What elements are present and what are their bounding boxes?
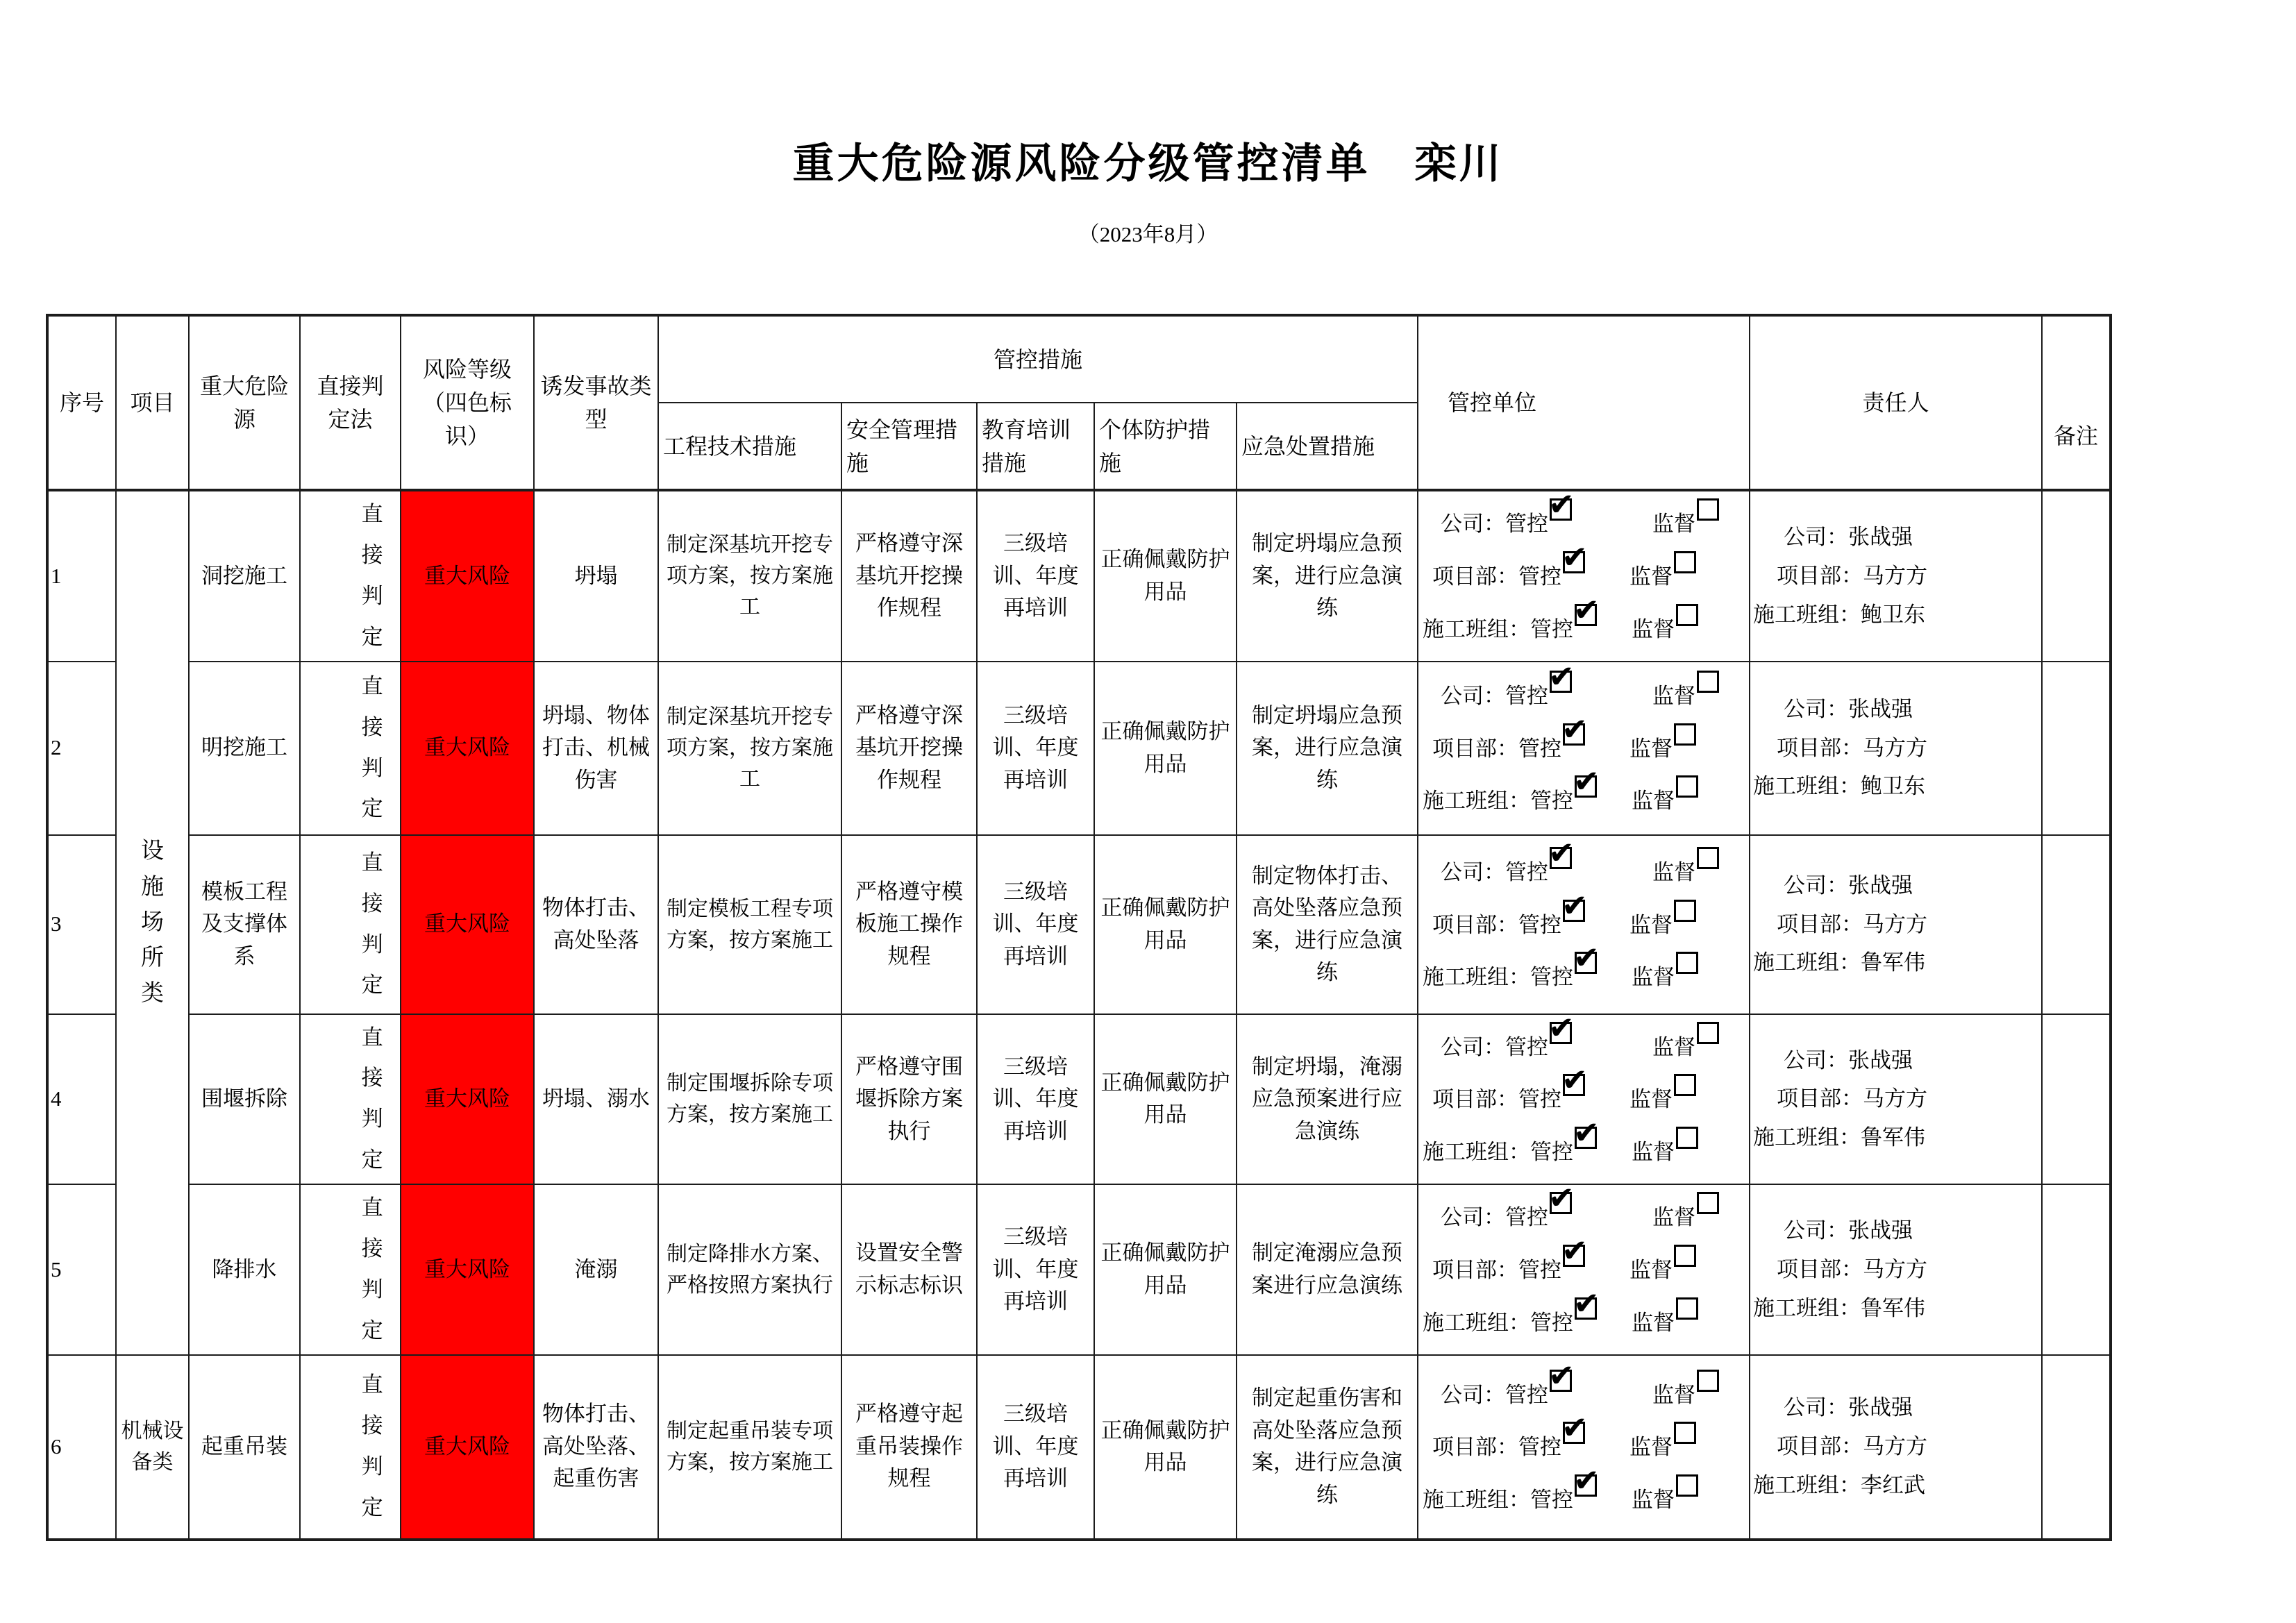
control-checkbox-checked[interactable] (1575, 604, 1597, 626)
unit-line-crew: 施工班组：管控✔ 监督 (1423, 1137, 1748, 1166)
cell-remark (2042, 1184, 2111, 1355)
cell-eng: 制定围堰拆除专项方案，按方案施工 (658, 1014, 841, 1185)
cell-seq: 5 (47, 1184, 116, 1355)
cell-emergency: 制定淹溺应急预案进行应急演练 (1237, 1184, 1418, 1355)
table-row (47, 1014, 2111, 1185)
cell-hazard: 洞挖施工 (189, 490, 300, 662)
unit-line-crew: 施工班组：管控✔ 监督 (1423, 1485, 1748, 1514)
risk-control-table-wrapper (46, 314, 2112, 1541)
unit-line-project-dept: 项目部：管控✔ 监督 (1432, 910, 1748, 939)
cell-ppe: 正确佩戴防护用品 (1094, 1184, 1237, 1355)
cell-control-unit (1418, 490, 1750, 662)
cell-training: 三级培训、年度再培训 (977, 490, 1094, 662)
cell-remark (2042, 1355, 2111, 1540)
cell-remark (2042, 835, 2111, 1014)
supervise-checkbox-unchecked[interactable] (1697, 671, 1719, 693)
unit-line-company: 公司：管控✔ 监督 (1441, 1380, 1748, 1409)
cell-ppe: 正确佩戴防护用品 (1094, 662, 1237, 835)
risk-badge: 重大风险 (401, 662, 534, 835)
col-header-risk: 风险等级（四色标识） (401, 315, 534, 490)
supervise-checkbox-unchecked[interactable] (1676, 952, 1698, 974)
table-row (47, 835, 2111, 1014)
control-checkbox-checked[interactable] (1575, 775, 1597, 798)
cell-hazard: 降排水 (189, 1184, 300, 1355)
cell-safety: 严格遵守深基坑开挖操作规程 (841, 490, 977, 662)
cell-project-group-2: 机械设备类 (116, 1355, 189, 1540)
cell-safety: 严格遵守深基坑开挖操作规程 (841, 662, 977, 835)
supervise-checkbox-unchecked[interactable] (1697, 847, 1719, 869)
cell-control-unit (1418, 1355, 1750, 1540)
col-header-measures-group: 管控措施 (658, 315, 1418, 403)
cell-training: 三级培训、年度再培训 (977, 662, 1094, 835)
table-row (47, 490, 2111, 662)
unit-line-crew: 施工班组：管控✔ 监督 (1423, 786, 1748, 815)
unit-line-company: 公司：管控✔ 监督 (1441, 509, 1748, 538)
control-checkbox-checked[interactable] (1563, 551, 1585, 573)
control-checkbox-checked[interactable] (1550, 1192, 1572, 1214)
cell-training: 三级培训、年度再培训 (977, 1355, 1094, 1540)
cell-trigger: 淹溺 (534, 1184, 658, 1355)
col-header-person: 责任人 (1750, 315, 2042, 490)
supervise-checkbox-unchecked[interactable] (1697, 1370, 1719, 1392)
supervise-checkbox-unchecked[interactable] (1676, 775, 1698, 798)
unit-line-crew: 施工班组：管控✔ 监督 (1423, 962, 1748, 991)
cell-hazard: 模板工程及支撑体系 (189, 835, 300, 1014)
cell-seq: 3 (47, 835, 116, 1014)
unit-line-crew: 施工班组：管控✔ 监督 (1423, 1308, 1748, 1337)
risk-control-table (46, 314, 2112, 1541)
supervise-checkbox-unchecked[interactable] (1674, 551, 1696, 573)
cell-safety: 严格遵守围堰拆除方案执行 (841, 1014, 977, 1185)
risk-badge: 重大风险 (401, 1355, 534, 1540)
cell-trigger: 坍塌、溺水 (534, 1014, 658, 1185)
risk-badge: 重大风险 (401, 835, 534, 1014)
cell-eng: 制定深基坑开挖专项方案，按方案施工 (658, 490, 841, 662)
unit-line-company: 公司：管控✔ 监督 (1441, 1202, 1748, 1231)
cell-control-unit (1418, 1014, 1750, 1185)
cell-remark (2042, 662, 2111, 835)
unit-line-project-dept: 项目部：管控✔ 监督 (1432, 1432, 1748, 1461)
cell-training: 三级培训、年度再培训 (977, 835, 1094, 1014)
cell-emergency: 制定起重伤害和高处坠落应急预案，进行应急演练 (1237, 1355, 1418, 1540)
supervise-checkbox-unchecked[interactable] (1674, 900, 1696, 922)
control-checkbox-checked[interactable] (1550, 671, 1572, 693)
cell-remark (2042, 1014, 2111, 1185)
supervise-checkbox-unchecked[interactable] (1674, 1074, 1696, 1096)
unit-line-project-dept: 项目部：管控✔ 监督 (1432, 734, 1748, 763)
cell-hazard: 起重吊装 (189, 1355, 300, 1540)
supervise-checkbox-unchecked[interactable] (1676, 1127, 1698, 1149)
table-row (47, 1355, 2111, 1540)
control-checkbox-checked[interactable] (1575, 1127, 1597, 1149)
cell-eng: 制定模板工程专项方案，按方案施工 (658, 835, 841, 1014)
cell-method: 直接判定 (300, 490, 401, 662)
cell-training: 三级培训、年度再培训 (977, 1014, 1094, 1185)
unit-line-company: 公司：管控✔ 监督 (1441, 1032, 1748, 1061)
supervise-checkbox-unchecked[interactable] (1676, 604, 1698, 626)
cell-method: 直接判定 (300, 1184, 401, 1355)
control-checkbox-checked[interactable] (1550, 498, 1572, 521)
cell-safety: 严格遵守模板施工操作规程 (841, 835, 977, 1014)
cell-persons: 公司：张战强 项目部：马方方 施工班组：鲁军伟 (1750, 1184, 2042, 1355)
cell-persons: 公司：张战强 项目部：马方方 施工班组：鲁军伟 (1750, 1014, 2042, 1185)
col-header-emergency: 应急处置措施 (1237, 403, 1418, 490)
cell-control-unit (1418, 835, 1750, 1014)
cell-trigger: 物体打击、高处坠落 (534, 835, 658, 1014)
control-checkbox-checked[interactable] (1550, 1370, 1572, 1392)
cell-eng: 制定降排水方案、严格按照方案执行 (658, 1184, 841, 1355)
control-checkbox-checked[interactable] (1575, 1297, 1597, 1320)
control-checkbox-checked[interactable] (1563, 1245, 1585, 1267)
cell-persons: 公司：张战强 项目部：马方方 施工班组：李红武 (1750, 1355, 2042, 1540)
supervise-checkbox-unchecked[interactable] (1697, 498, 1719, 521)
cell-remark (2042, 490, 2111, 662)
cell-seq: 4 (47, 1014, 116, 1185)
cell-method: 直接判定 (300, 835, 401, 1014)
unit-line-project-dept: 项目部：管控✔ 监督 (1432, 1255, 1748, 1284)
cell-ppe: 正确佩戴防护用品 (1094, 1014, 1237, 1185)
table-row (47, 662, 2111, 835)
col-header-ppe: 个体防护措施 (1094, 403, 1237, 490)
cell-method: 直接判定 (300, 1355, 401, 1540)
supervise-checkbox-unchecked[interactable] (1697, 1192, 1719, 1214)
table-row (47, 1184, 2111, 1355)
cell-emergency: 制定坍塌应急预案，进行应急演练 (1237, 662, 1418, 835)
control-checkbox-checked[interactable] (1550, 1022, 1572, 1044)
cell-emergency: 制定物体打击、高处坠落应急预案，进行应急演练 (1237, 835, 1418, 1014)
cell-seq: 1 (47, 490, 116, 662)
col-header-project: 项目 (116, 315, 189, 490)
supervise-checkbox-unchecked[interactable] (1676, 1297, 1698, 1320)
col-header-remark: 备注 (2042, 315, 2111, 490)
cell-seq: 2 (47, 662, 116, 835)
control-checkbox-checked[interactable] (1575, 952, 1597, 974)
risk-badge: 重大风险 (401, 1184, 534, 1355)
cell-persons: 公司：张战强 项目部：马方方 施工班组：鲁军伟 (1750, 835, 2042, 1014)
cell-method: 直接判定 (300, 662, 401, 835)
risk-badge: 重大风险 (401, 1014, 534, 1185)
supervise-checkbox-unchecked[interactable] (1697, 1022, 1719, 1044)
cell-trigger: 物体打击、高处坠落、起重伤害 (534, 1355, 658, 1540)
unit-line-company: 公司：管控✔ 监督 (1441, 681, 1748, 710)
cell-persons: 公司：张战强 项目部：马方方 施工班组：鲍卫东 (1750, 490, 2042, 662)
cell-project-group-1: 设施场所类 (116, 490, 189, 1355)
cell-training: 三级培训、年度再培训 (977, 1184, 1094, 1355)
col-header-hazard: 重大危险源 (189, 315, 300, 490)
cell-trigger: 坍塌 (534, 490, 658, 662)
cell-ppe: 正确佩戴防护用品 (1094, 1355, 1237, 1540)
control-checkbox-checked[interactable] (1563, 723, 1585, 746)
supervise-checkbox-unchecked[interactable] (1676, 1474, 1698, 1497)
unit-line-project-dept: 项目部：管控✔ 监督 (1432, 1084, 1748, 1113)
col-header-unit: 管控单位 (1418, 315, 1750, 490)
control-checkbox-checked[interactable] (1563, 900, 1585, 922)
cell-eng: 制定起重吊装专项方案，按方案施工 (658, 1355, 841, 1540)
page-subtitle: （2023年8月） (1078, 222, 1218, 246)
cell-seq: 6 (47, 1355, 116, 1540)
cell-method: 直接判定 (300, 1014, 401, 1185)
supervise-checkbox-unchecked[interactable] (1674, 1422, 1696, 1444)
control-checkbox-checked[interactable] (1550, 847, 1572, 869)
unit-line-company: 公司：管控✔ 监督 (1441, 857, 1748, 886)
control-checkbox-checked[interactable] (1563, 1074, 1585, 1096)
cell-hazard: 围堰拆除 (189, 1014, 300, 1185)
cell-emergency: 制定坍塌应急预案，进行应急演练 (1237, 490, 1418, 662)
col-header-trigger: 诱发事故类型 (534, 315, 658, 490)
col-header-eng: 工程技术措施 (658, 403, 841, 490)
cell-ppe: 正确佩戴防护用品 (1094, 490, 1237, 662)
cell-trigger: 坍塌、物体打击、机械伤害 (534, 662, 658, 835)
col-header-training: 教育培训措施 (977, 403, 1094, 490)
unit-line-project-dept: 项目部：管控✔ 监督 (1432, 562, 1748, 591)
col-header-seq: 序号 (47, 315, 116, 490)
supervise-checkbox-unchecked[interactable] (1674, 1245, 1696, 1267)
cell-control-unit (1418, 662, 1750, 835)
cell-safety: 严格遵守起重吊装操作规程 (841, 1355, 977, 1540)
page-title: 重大危险源风险分级管控清单 栾川 (792, 141, 1504, 187)
col-header-method: 直接判定法 (300, 315, 401, 490)
cell-hazard: 明挖施工 (189, 662, 300, 835)
unit-line-crew: 施工班组：管控✔ 监督 (1423, 614, 1748, 644)
control-checkbox-checked[interactable] (1575, 1474, 1597, 1497)
risk-badge: 重大风险 (401, 490, 534, 662)
cell-emergency: 制定坍塌，淹溺应急预案进行应急演练 (1237, 1014, 1418, 1185)
supervise-checkbox-unchecked[interactable] (1674, 723, 1696, 746)
cell-control-unit (1418, 1184, 1750, 1355)
cell-persons: 公司：张战强 项目部：马方方 施工班组：鲍卫东 (1750, 662, 2042, 835)
cell-safety: 设置安全警示标志标识 (841, 1184, 977, 1355)
cell-eng: 制定深基坑开挖专项方案，按方案施工 (658, 662, 841, 835)
control-checkbox-checked[interactable] (1563, 1422, 1585, 1444)
col-header-safety: 安全管理措施 (841, 403, 977, 490)
cell-ppe: 正确佩戴防护用品 (1094, 835, 1237, 1014)
